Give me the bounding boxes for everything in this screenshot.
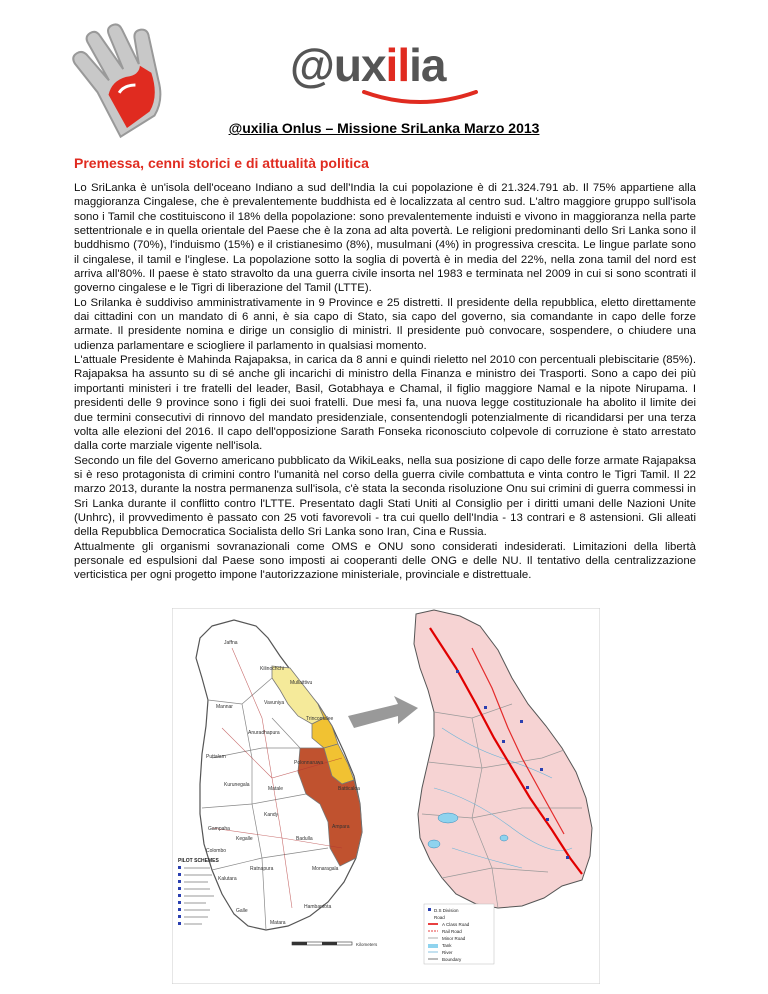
map-label: Hambantota <box>304 904 332 910</box>
brand-suffix: ia <box>409 39 446 91</box>
map-label: Matara <box>270 920 286 926</box>
map-label: Ratnapura <box>250 866 274 872</box>
paragraph: Lo Srilanka è suddiviso amministrativamente in 9 Province e 25 distretti. Il presidente della repubblica, eletto direttamente dai cittadini con un mandato di 6 anni, è sia capo di Stato, sia capo del governo, sia comandante in capo delle forze armate. Il presidente nomina e dirige un consiglio di ministri. Il presidente può convocare, sospendere, o chiudere una udienza parlamentare e sciogliere il parlamento in qualsiasi momento. <box>74 296 696 352</box>
right-legend-item: D.S Division <box>434 908 459 913</box>
map-label: Jaffna <box>224 640 238 646</box>
map-label: Mannar <box>216 704 233 710</box>
map-label: Ampara <box>332 824 350 830</box>
map-label: Polonnaruwa <box>294 760 324 766</box>
map-label: Kegalle <box>236 836 253 842</box>
map-label: Galle <box>236 908 248 914</box>
right-legend-item: Tank <box>442 943 452 948</box>
map-label: Badulla <box>296 836 313 842</box>
paragraph: Lo SriLanka è un'isola dell'oceano Indiano a sud dell'India la cui popolazione è di 21.324.791 ab. Il 75% appartiene alla maggioranza Cingalese, che è prevalentemente buddhista ed è localizzata al centro sud. L'altro maggiore gruppo sull'isola sono i Tamil che costituiscono il 18% della popolazione: sono prevalentemente induisti e vivono in maggioranza nella parte settentrionale e in quella orientale del Paese che è la zona ad alta povertà. Le religioni predominanti dello Sri Lanka sono il buddhismo (70%), l'induismo (15%) e il cristianesimo (8%), musulmani (4%) in progressiva crescita. Le lingue parlate sono il cingalese, il tamil e l'inglese. La popolazione sotto la soglia di povertà è in media del 22%, nella zona tamil del nord est arriva all'80%. Il paese è stato stravolto da una guerra civile insorta nel 1983 e terminata nel 2009 in cui si sono scontrati il governo cingalese e le Tigri di liberazione del Tamil (LTTE). <box>74 182 696 295</box>
map-label: Colombo <box>206 848 227 854</box>
scale-label: Kilometers <box>356 942 378 947</box>
smile-swoosh-icon <box>360 90 480 106</box>
right-legend-item: River <box>442 950 453 955</box>
brand-accent: il <box>385 39 410 91</box>
map-label: Mullaittivu <box>290 680 313 686</box>
map-label: Trincomalee <box>306 716 334 722</box>
map-label: Batticaloa <box>338 786 360 792</box>
section-heading: Premessa, cenni storici e di attualità politica <box>74 155 369 171</box>
sri-lanka-map-figure <box>172 608 600 984</box>
brand-logo <box>290 38 500 108</box>
paragraph: Attualmente gli organismi sovranazionali come OMS e ONU sono considerati indesiderati. Limitazioni della libertà personale ed espulsioni dal Paese sono imposti ai cooperanti delle ONG e delle NU. Il tentativo della centralizzazione verticistica per ogni progetto impone l'autorizzazione ministeriale, provinciale e distrettuale. <box>74 540 696 582</box>
right-legend-item: Road <box>434 915 445 920</box>
document-title: @uxilia Onlus – Missione SriLanka Marzo 2013 <box>228 120 540 136</box>
map-label: Matale <box>268 786 284 792</box>
map-label: Anuradhapura <box>248 730 280 736</box>
map-label: Kandy <box>264 812 279 818</box>
body-text <box>74 181 696 583</box>
map-label: Kalutara <box>218 876 237 882</box>
right-legend-item: Minor Road <box>442 936 466 941</box>
map-label: Puttalam <box>206 754 226 760</box>
paragraph: Secondo un file del Governo americano pubblicato da WikiLeaks, nella sua posizione di capo delle forze armate Rajapaksa si è reso protagonista di crimini contro l'umanità nel corso della guerra civile combattuta e vinta contro le Tigri Tamil. Il 22 marzo 2013, durante la nostra permanenza sull'isola, c'è stata la seconda risoluzione Onu sui crimini di guerra commessi in Sri Lanka durante il conflitto contro l'LTTE. Presentato dagli Stati Uniti al Consiglio per i diritti umani delle Nazioni Unite (Unhrc), il provvedimento è passato con 25 voti favorevoli - tra cui quello dell'India - 13 contrari e 8 astensioni. Gli alleati della Repubblica Democratica Socialista dello Sri Lanka sono Iran, Cina e Russia. <box>74 454 696 539</box>
legend-title: PILOT SCHEMES <box>178 858 219 864</box>
map-label: Monaragala <box>312 866 339 872</box>
right-legend-item: Rail Road <box>442 929 462 934</box>
map-label: Kilinochchi <box>260 666 284 672</box>
right-legend-item: A Class Road <box>442 922 470 927</box>
brand-prefix: @ux <box>290 39 386 91</box>
map-label: Gampaha <box>208 826 230 832</box>
map-label: Vavuniya <box>264 700 285 706</box>
right-legend-item: Boundary <box>442 957 462 962</box>
paragraph: L'attuale Presidente è Mahinda Rajapaksa, in carica da 8 anni e quindi rieletto nel 2010 con percentuali plebiscitarie (85%). Rajapaksa ha assunto su di sé anche gli incarichi di ministro della Finanza e ministro dei Trasporti. Sono a capo dei più importanti ministeri i tre fratelli del leader, Basil, Gotabhaya e Chamal, il figlio maggiore Namal e la nipote Nirupama. I presidenti delle 9 province sono i figli dei suoi fratelli. Due mesi fa, una nuova legge costituzionale ha abolito il limite dei due termini consecutivi di rinnovo del mandato presidenziale, consentendogli potenzialmente di ricandidarsi per una terza volta alle elezioni del 2016. Il capo dell'opposizione Sarath Fonseka riconosciuto colpevole di corruzione è stato arrestato dalla corte marziale vigente nell'isola. <box>74 354 696 453</box>
map-label: Kurunegala <box>224 782 250 788</box>
